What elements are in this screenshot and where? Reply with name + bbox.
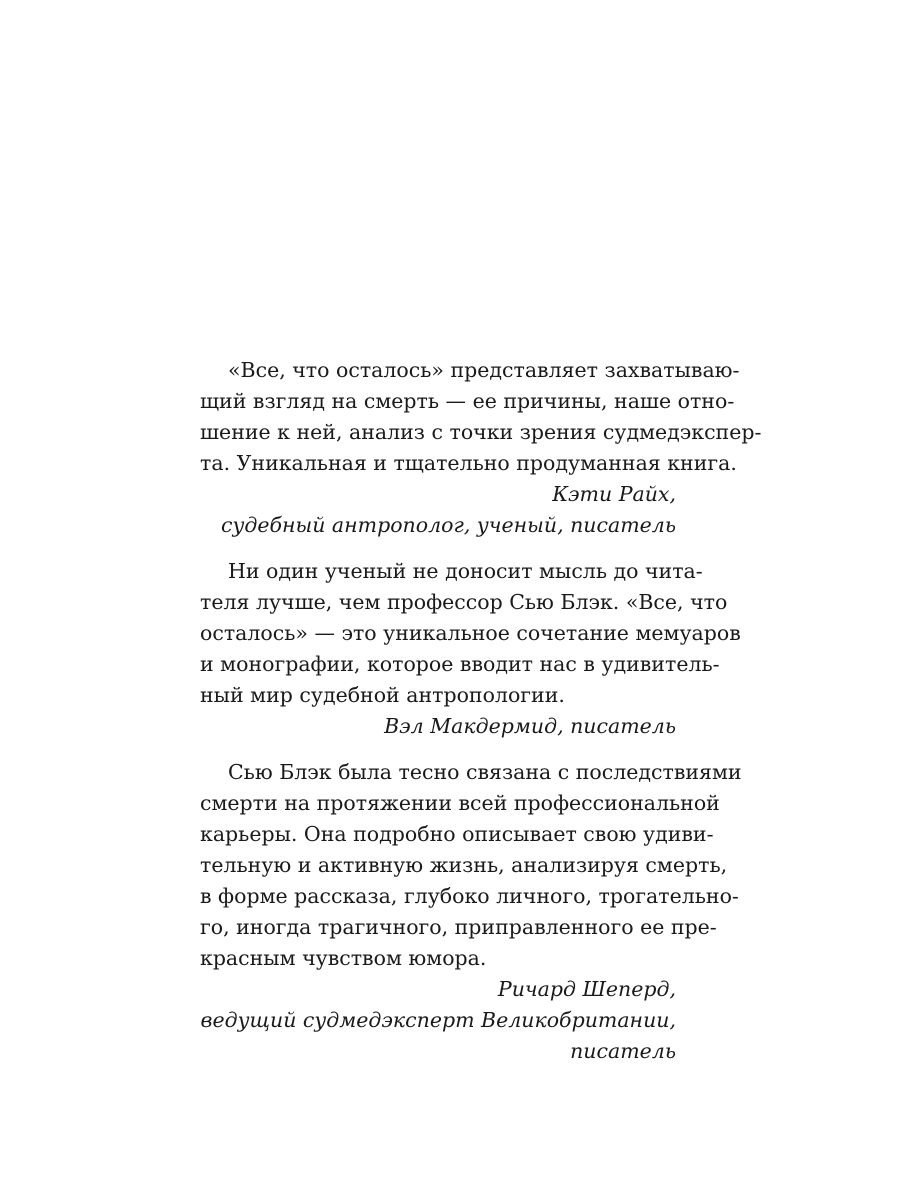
review-text-line: Ни один ученый не доносит мысль до чита- [228, 559, 703, 583]
review-author: Ричард Шеперд, [497, 977, 676, 1001]
review-text-line: щий взгляд на смерть — ее причины, наше отно- [200, 389, 735, 413]
review-text-line: карьеры. Она подробно описывает свою удиви- [200, 822, 714, 846]
review-author-title: судебный антрополог, ученый, писатель [221, 513, 676, 537]
review-text-line: осталось» — это уникальное сочетание мемуаров [200, 621, 741, 645]
review-text-line: ный мир судебной антропологии. [200, 683, 565, 707]
review-author: Кэти Райх, [552, 482, 676, 506]
review-text-line: го, иногда трагичного, приправленного ее пре- [200, 915, 717, 939]
review-blurb [200, 757, 742, 1067]
review-text-line: Сью Блэк была тесно связана с последствиями [228, 760, 742, 784]
review-text-line: красным чувством юмора. [200, 946, 487, 970]
review-text-line: смерти на протяжении всей профессиональной [200, 791, 720, 815]
review-blurb [200, 556, 741, 742]
review-text-line: шение к ней, анализ с точки зрения судмедэкспер- [200, 420, 762, 444]
review-blurb [200, 355, 762, 541]
review-text-line: и монографии, которое вводит нас в удивитель- [200, 652, 720, 676]
review-author-title: ведущий судмедэксперт Великобритании, [200, 1008, 676, 1032]
review-text-line: теля лучше, чем профессор Сью Блэк. «Все, что [200, 590, 728, 614]
review-author: Вэл Макдермид, писатель [384, 714, 676, 738]
review-text-line: в форме рассказа, глубоко личного, трогательно- [200, 884, 739, 908]
review-text-line: та. Уникальная и тщательно продуманная книга. [200, 451, 737, 475]
review-author-title: писатель [570, 1039, 676, 1063]
review-text-line: тельную и активную жизнь, анализируя смерть, [200, 853, 728, 877]
review-text-line: «Все, что осталось» представляет захватываю- [228, 358, 740, 382]
